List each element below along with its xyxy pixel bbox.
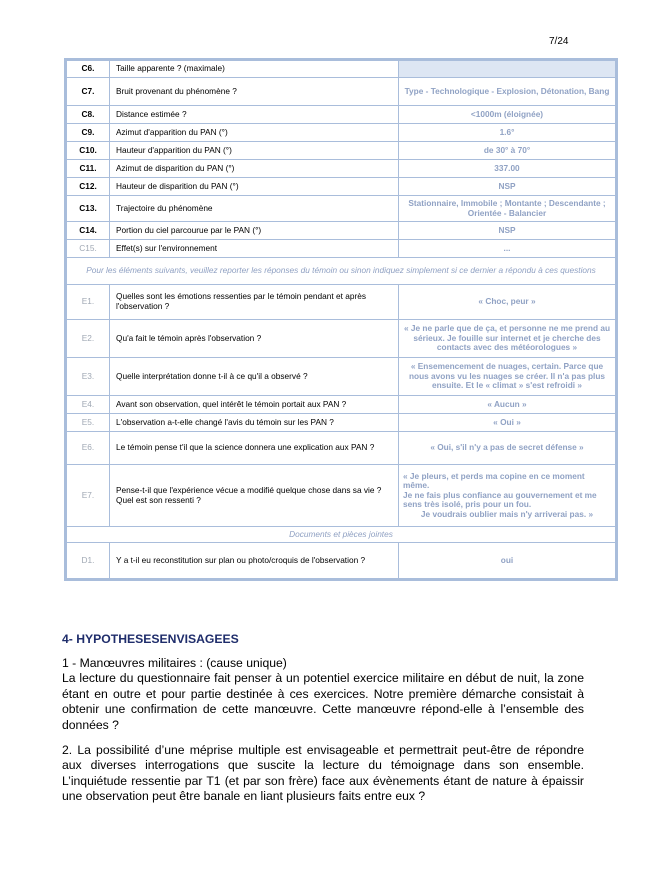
row-answer-line: Je ne fais plus confiance au gouvernement et me sens très isolé, pris pour un fou. <box>403 489 597 510</box>
row-code: E1. <box>67 285 110 320</box>
row-answer: « Je ne parle que de ça, et personne ne me prend au sérieux. Je fouille sur internet et je cherche des contacts avec des météorologues » <box>399 320 616 358</box>
section-title: Documents et pièces jointes <box>67 527 616 543</box>
row-question-line: Quel est son ressenti ? <box>116 494 201 505</box>
row-answer: Stationnaire, Immobile ; Montante ; Descendante ; Orientée - Balancier <box>399 196 616 222</box>
row-answer: NSP <box>399 178 616 196</box>
row-code: C13. <box>67 196 110 222</box>
row-question: Distance estimée ? <box>110 106 399 124</box>
instruction-note: Pour les éléments suivants, veuillez reporter les réponses du témoin ou sinon indiquez simplement si ce dernier a répondu à ces questions <box>67 258 616 285</box>
row-question: Bruit provenant du phénomène ? <box>110 78 399 106</box>
row-question: Taille apparente ? (maximale) <box>110 61 399 78</box>
row-answer: 337.00 <box>399 160 616 178</box>
row-answer: ... <box>399 240 616 258</box>
paragraph-1 <box>62 656 584 733</box>
table-row <box>67 196 616 222</box>
row-answer: <1000m (éloignée) <box>399 106 616 124</box>
row-question: Avant son observation, quel intérêt le témoin portait aux PAN ? <box>110 396 399 414</box>
row-answer-line: Je voudrais oublier mais n'y arriverai pas. » <box>420 508 594 519</box>
row-code: E7. <box>67 465 110 527</box>
row-question: Effet(s) sur l'environnement <box>110 240 399 258</box>
paragraph-2 <box>62 743 584 805</box>
row-code: D1. <box>67 543 110 579</box>
section-row <box>67 527 616 543</box>
table-row <box>67 61 616 78</box>
row-code: C8. <box>67 106 110 124</box>
row-code: E4. <box>67 396 110 414</box>
table-row <box>67 78 616 106</box>
table-row <box>67 396 616 414</box>
row-question: Hauteur d'apparition du PAN (°) <box>110 142 399 160</box>
row-question: Portion du ciel parcourue par le PAN (°) <box>110 222 399 240</box>
row-code: E3. <box>67 358 110 396</box>
table-row <box>67 358 616 396</box>
instruction-note-row <box>67 258 616 285</box>
row-question: L'observation a-t-elle changé l'avis du témoin sur les PAN ? <box>110 414 399 432</box>
row-answer: « Choc, peur » <box>399 285 616 320</box>
table-row <box>67 160 616 178</box>
table-row <box>67 543 616 579</box>
row-code: C11. <box>67 160 110 178</box>
row-answer: oui <box>399 543 616 579</box>
table-row <box>67 320 616 358</box>
table-row <box>67 414 616 432</box>
table-row <box>67 432 616 465</box>
row-answer <box>399 465 616 527</box>
row-code: C12. <box>67 178 110 196</box>
row-answer: « Aucun » <box>399 396 616 414</box>
row-question: Quelle interprétation donne t-il à ce qu'il a observé ? <box>110 358 399 396</box>
row-question: Azimut de disparition du PAN (°) <box>110 160 399 178</box>
row-code: C7. <box>67 78 110 106</box>
row-question: Hauteur de disparition du PAN (°) <box>110 178 399 196</box>
row-code: E6. <box>67 432 110 465</box>
row-question: Y a t-il eu reconstitution sur plan ou photo/croquis de l'observation ? <box>110 543 399 579</box>
table-row <box>67 285 616 320</box>
row-code: C14. <box>67 222 110 240</box>
table-row <box>67 178 616 196</box>
row-answer: NSP <box>399 222 616 240</box>
table-row <box>67 142 616 160</box>
table-row <box>67 222 616 240</box>
row-answer <box>399 61 616 78</box>
paragraph-body: 2. La possibilité d’une méprise multiple est envisageable et permettrait peut-être de répondre aux diverses interrogations que suscite la lecture du témoignage dans son ensemble. L’inquiétude ressentie par T1 (et par son frère) face aux évènements étant de nature à épaissir une observation peut être banale en liant plusieurs faits entre eux ? <box>62 743 584 804</box>
row-question: Quelles sont les émotions ressenties par le témoin pendant et après l'observation ? <box>110 285 399 320</box>
row-question: Trajectoire du phénomène <box>110 196 399 222</box>
row-answer: « Ensemencement de nuages, certain. Parce que nous avons vu les nuages se créer. Il n'a pas plus ensuite. Et le « climat » s'est refroidi » <box>399 358 616 396</box>
row-code: C9. <box>67 124 110 142</box>
row-question: Le témoin pense t'il que la science donnera une explication aux PAN ? <box>110 432 399 465</box>
row-code: C15. <box>67 240 110 258</box>
table-row <box>67 106 616 124</box>
row-code: E5. <box>67 414 110 432</box>
row-code: C10. <box>67 142 110 160</box>
row-answer: 1.6° <box>399 124 616 142</box>
row-answer: Type - Technologique - Explosion, Détonation, Bang <box>399 78 616 106</box>
section-heading: 4- HYPOTHESESENVISAGEES <box>62 632 239 646</box>
row-code: E2. <box>67 320 110 358</box>
row-answer: « Oui » <box>399 414 616 432</box>
row-answer: « Oui, s'il n'y a pas de secret défense » <box>399 432 616 465</box>
row-question-line: Pense-t-il que l'expérience vécue a modifié quelque chose dans sa vie ? <box>116 484 382 495</box>
table-row <box>67 240 616 258</box>
row-question <box>110 465 399 527</box>
questionnaire-table <box>64 58 618 581</box>
row-question: Qu'a fait le témoin après l'observation ? <box>110 320 399 358</box>
page-number: 7/24 <box>549 36 569 47</box>
row-answer: de 30° à 70° <box>399 142 616 160</box>
table-row <box>67 465 616 527</box>
paragraph-title: 1 - Manœuvres militaires : (cause unique) <box>62 656 287 670</box>
row-answer-line: « Je pleurs, et perds ma copine en ce moment même. <box>403 470 585 491</box>
table-row <box>67 124 616 142</box>
row-code: C6. <box>67 61 110 78</box>
paragraph-body: La lecture du questionnaire fait penser à un potentiel exercice militaire en début de nuit, la zone étant en outre et pour partie destinée à ces exercices. Notre première démarche consistait à obtenir une confirmation de cette manœuvre. Cette manœuvre répond-elle à l’ensemble des données ? <box>62 671 584 732</box>
row-question: Azimut d'apparition du PAN (°) <box>110 124 399 142</box>
